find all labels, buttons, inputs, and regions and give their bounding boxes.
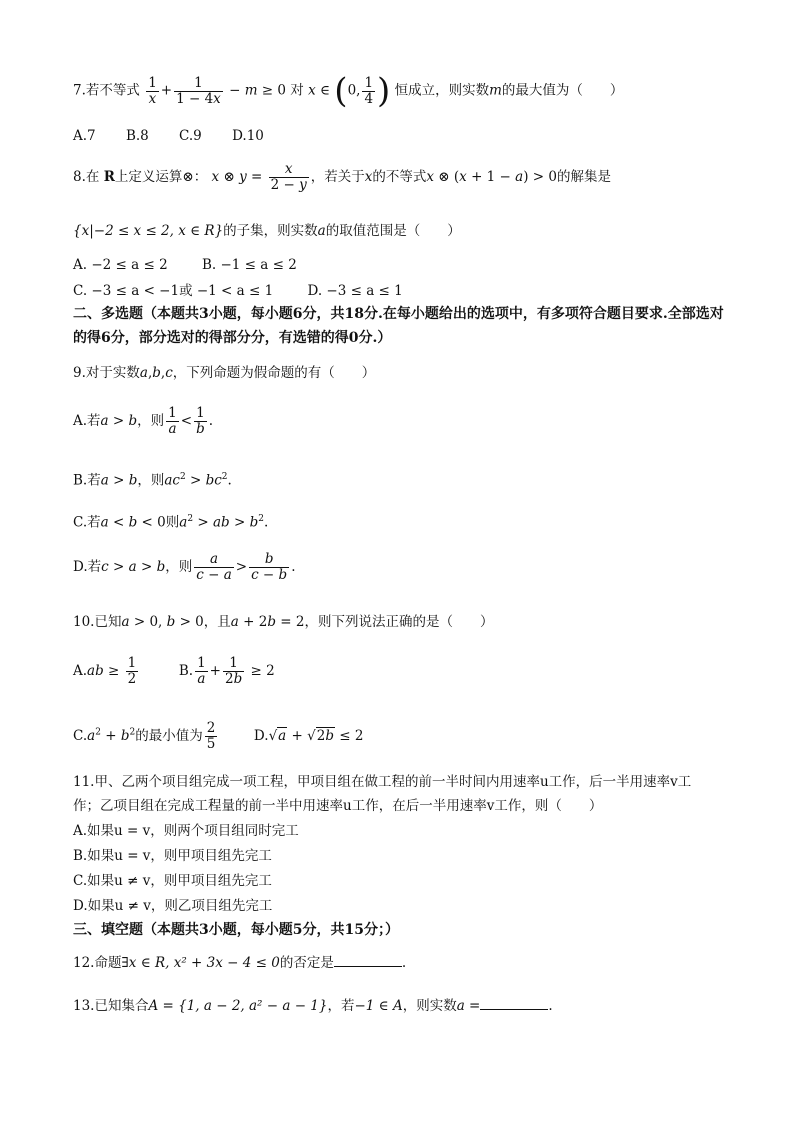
question-9-option-a: A.若a > b，则 $\frac{1}{a}$ < $\frac{1}{b}$ . xyxy=(73,405,214,437)
question-8: 8.在 R上定义运算⊗： x ⊗ y = $\frac{x}{2 - y}$ ，若关于x的不等式x ⊗ (x + 1 − a) > 0的解集是 xyxy=(73,161,611,193)
question-7: 7.若不等式 $\frac{1}{x}$ + $\frac{1}{1 - 4x}$ − m ≥ 0 对 x ∈ (0, $\frac{1}{4}$ ) 恒成立，则实数m的最大值为（ ） xyxy=(73,71,624,111)
question-8-options-ab xyxy=(73,256,323,274)
question-8-line2: {x|−2 ≤ x ≤ 2, x ∈ R}的子集，则实数a的取值范围是（ ） xyxy=(73,223,461,239)
question-12: 12.命题∃x ∈ R, x² + 3x − 4 ≤ 0的否定是 . xyxy=(73,955,407,971)
option-11a: A.如果u = v，则两个项目组同时完工 xyxy=(73,823,299,839)
option-7a: A.7 xyxy=(73,128,96,144)
option-8c: C. −3 ≤ a < −1或 −1 < a ≤ 1 xyxy=(73,283,274,299)
option-11d: D.如果u ≠ v，则乙项目组先完工 xyxy=(73,898,273,914)
option-8a: A. −2 ≤ a ≤ 2 xyxy=(73,257,168,273)
question-9-option-d: D.若c > a > b，则 $\frac{a}{c - a}$ > $\frac{b}{c - b}$ . xyxy=(73,551,296,583)
answer-blank-13[interactable] xyxy=(480,997,548,1010)
question-11-line2: 作；乙项目组在完成工程量的前一半中用速率u工作，在后一半用速率v工作，则（ ） xyxy=(73,798,603,814)
option-7c: C.9 xyxy=(179,128,202,144)
option-11b: B.如果u = v，则甲项目组先完工 xyxy=(73,848,272,864)
option-8d: D. −3 ≤ a ≤ 1 xyxy=(307,283,403,299)
option-11c: C.如果u ≠ v，则甲项目组先完工 xyxy=(73,873,272,889)
question-9-option-c: C.若a < b < 0则$a^2$ > ab > $b^2$. xyxy=(73,514,269,531)
section-2-heading: 二、多选题（本题共3小题，每小题6分，共18分.在每小题给出的选项中，有多项符合题目要求.全部选对的得6分，部分选对的得部分分，有选错的得0分.） xyxy=(73,306,724,346)
question-7-options xyxy=(73,127,290,145)
question-10-options-ab: A.ab ≥ $\frac{1}{2}$ B. $\frac{1}{a}$ + $\frac{1}{2b}$ ≥ 2 xyxy=(73,655,275,687)
option-8b: B. −1 ≤ a ≤ 2 xyxy=(201,257,297,273)
question-10-options-cd: $C.a^2 + b^2$的最小值为 $\frac{2}{5}$ D.√a + √2b ≤ 2 xyxy=(73,720,364,752)
question-9-option-b: B.若a > b，则$ac^2 > bc^2$. xyxy=(73,472,232,489)
question-9: 9.对于实数a,b,c，下列命题为假命题的有（ ） xyxy=(73,365,376,381)
question-10: 10.已知a > 0, b > 0，且a + 2b = 2，则下列说法正确的是（ ） xyxy=(73,614,494,630)
option-7d: D.10 xyxy=(232,128,264,144)
option-7b: B.8 xyxy=(125,128,149,144)
question-11-line1: 11.甲、乙两个项目组完成一项工程，甲项目组在做工程的前一半时间内用速率u工作，后一半用速率v工 xyxy=(73,774,692,790)
question-13: 13.已知集合A = {1, a − 2, a² − a − 1}，若−1 ∈ A，则实数a = . xyxy=(73,998,553,1014)
answer-blank-12[interactable] xyxy=(334,954,402,967)
question-8-options-cd xyxy=(73,282,429,300)
section-3-heading: 三、填空题（本题共3小题，每小题5分，共15分；） xyxy=(73,922,399,938)
